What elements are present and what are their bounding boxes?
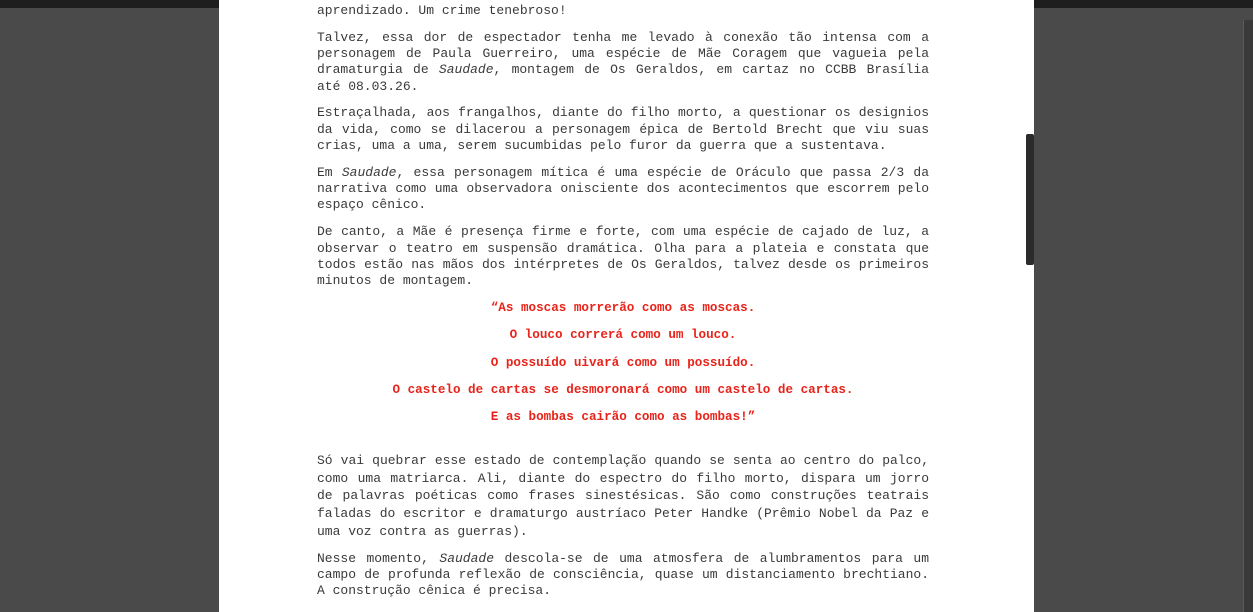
- paragraph-6-text-b: descola-se de uma atmosfera de alumbramentos para um campo de profunda reflexão de consciência, quase um distanciamento brechtiano. A construção cênica é precisa.: [317, 550, 929, 599]
- paragraph-6: [317, 551, 929, 600]
- play-title-italic: Saudade: [438, 62, 494, 78]
- scrollbar-track[interactable]: [1026, 0, 1034, 612]
- paragraph-1-text-b: , montagem de Os Geraldos, em cartaz no CCBB Brasília até 08.03.26.: [317, 62, 929, 94]
- paragraph-3-text-a: Em: [317, 164, 342, 180]
- paragraph-4-text: De canto, a Mãe é presença firme e forte, com uma espécie de cajado de luz, a observar o teatro em suspensão dramática. Olha para a plateia e constata que todos estão nas mãos dos intérpretes de Os Geraldos, talvez desde os primeiros minutos de montagem.: [317, 224, 929, 289]
- paragraph-4: [317, 224, 929, 289]
- quote-line: O louco correrá como um louco.: [509, 328, 737, 343]
- paragraph-0: [317, 3, 929, 19]
- paragraph-0-text: aprendizado. Um crime tenebroso!: [317, 3, 567, 18]
- quote-block: [317, 300, 929, 425]
- paragraph-3: [317, 165, 929, 214]
- scrollbar-thumb[interactable]: [1026, 134, 1034, 265]
- play-title-italic: Saudade: [341, 164, 397, 180]
- quote-line: “As moscas morrerão como as moscas.: [490, 300, 756, 315]
- paragraph-1: [317, 30, 929, 95]
- paragraph-6-text-a: Nesse momento,: [317, 550, 440, 566]
- paragraph-5: [317, 452, 929, 540]
- paragraph-1-text-a: Talvez, essa dor de espectador tenha me levado à conexão tão intensa com a personagem de Paula Guerreiro, uma espécie de Mãe Coragem que vagueia pela dramaturgia de: [317, 29, 929, 78]
- paragraph-2: [317, 105, 929, 154]
- quote-line: O castelo de cartas se desmoronará como um castelo de cartas.: [392, 382, 854, 397]
- paragraph-2-text: Estraçalhada, aos frangalhos, diante do filho morto, a questionar os designios da vida, como se dilacerou a personagem épica de Bertold Brecht que viu suas crias, uma a uma, serem sucumbidas pelo furor da guerra que a sustentava.: [317, 105, 929, 154]
- quote-line: E as bombas cairão como as bombas!”: [490, 410, 756, 425]
- quote-line: O possuído uivará como um possuído.: [490, 355, 756, 370]
- side-panel-edge: [1243, 20, 1253, 612]
- paragraph-3-text-b: , essa personagem mítica é uma espécie de Oráculo que passa 2/3 da narrativa como uma observadora onisciente dos acontecimentos que escorrem pelo espaço cênico.: [317, 164, 929, 213]
- article-body: [317, 3, 929, 610]
- play-title-italic: Saudade: [439, 550, 495, 566]
- paragraph-5-text: Só vai quebrar esse estado de contemplação quando se senta ao centro do palco, como uma matriarca. Ali, diante do espectro do filho morto, dispara um jorro de palavras poéticas como frases sinestésicas. São como construções teatrais faladas do escritor e dramaturgo austríaco Peter Handke (Prêmio Nobel da Paz e uma voz contra as guerras).: [317, 453, 929, 539]
- document-page: [219, 0, 1034, 612]
